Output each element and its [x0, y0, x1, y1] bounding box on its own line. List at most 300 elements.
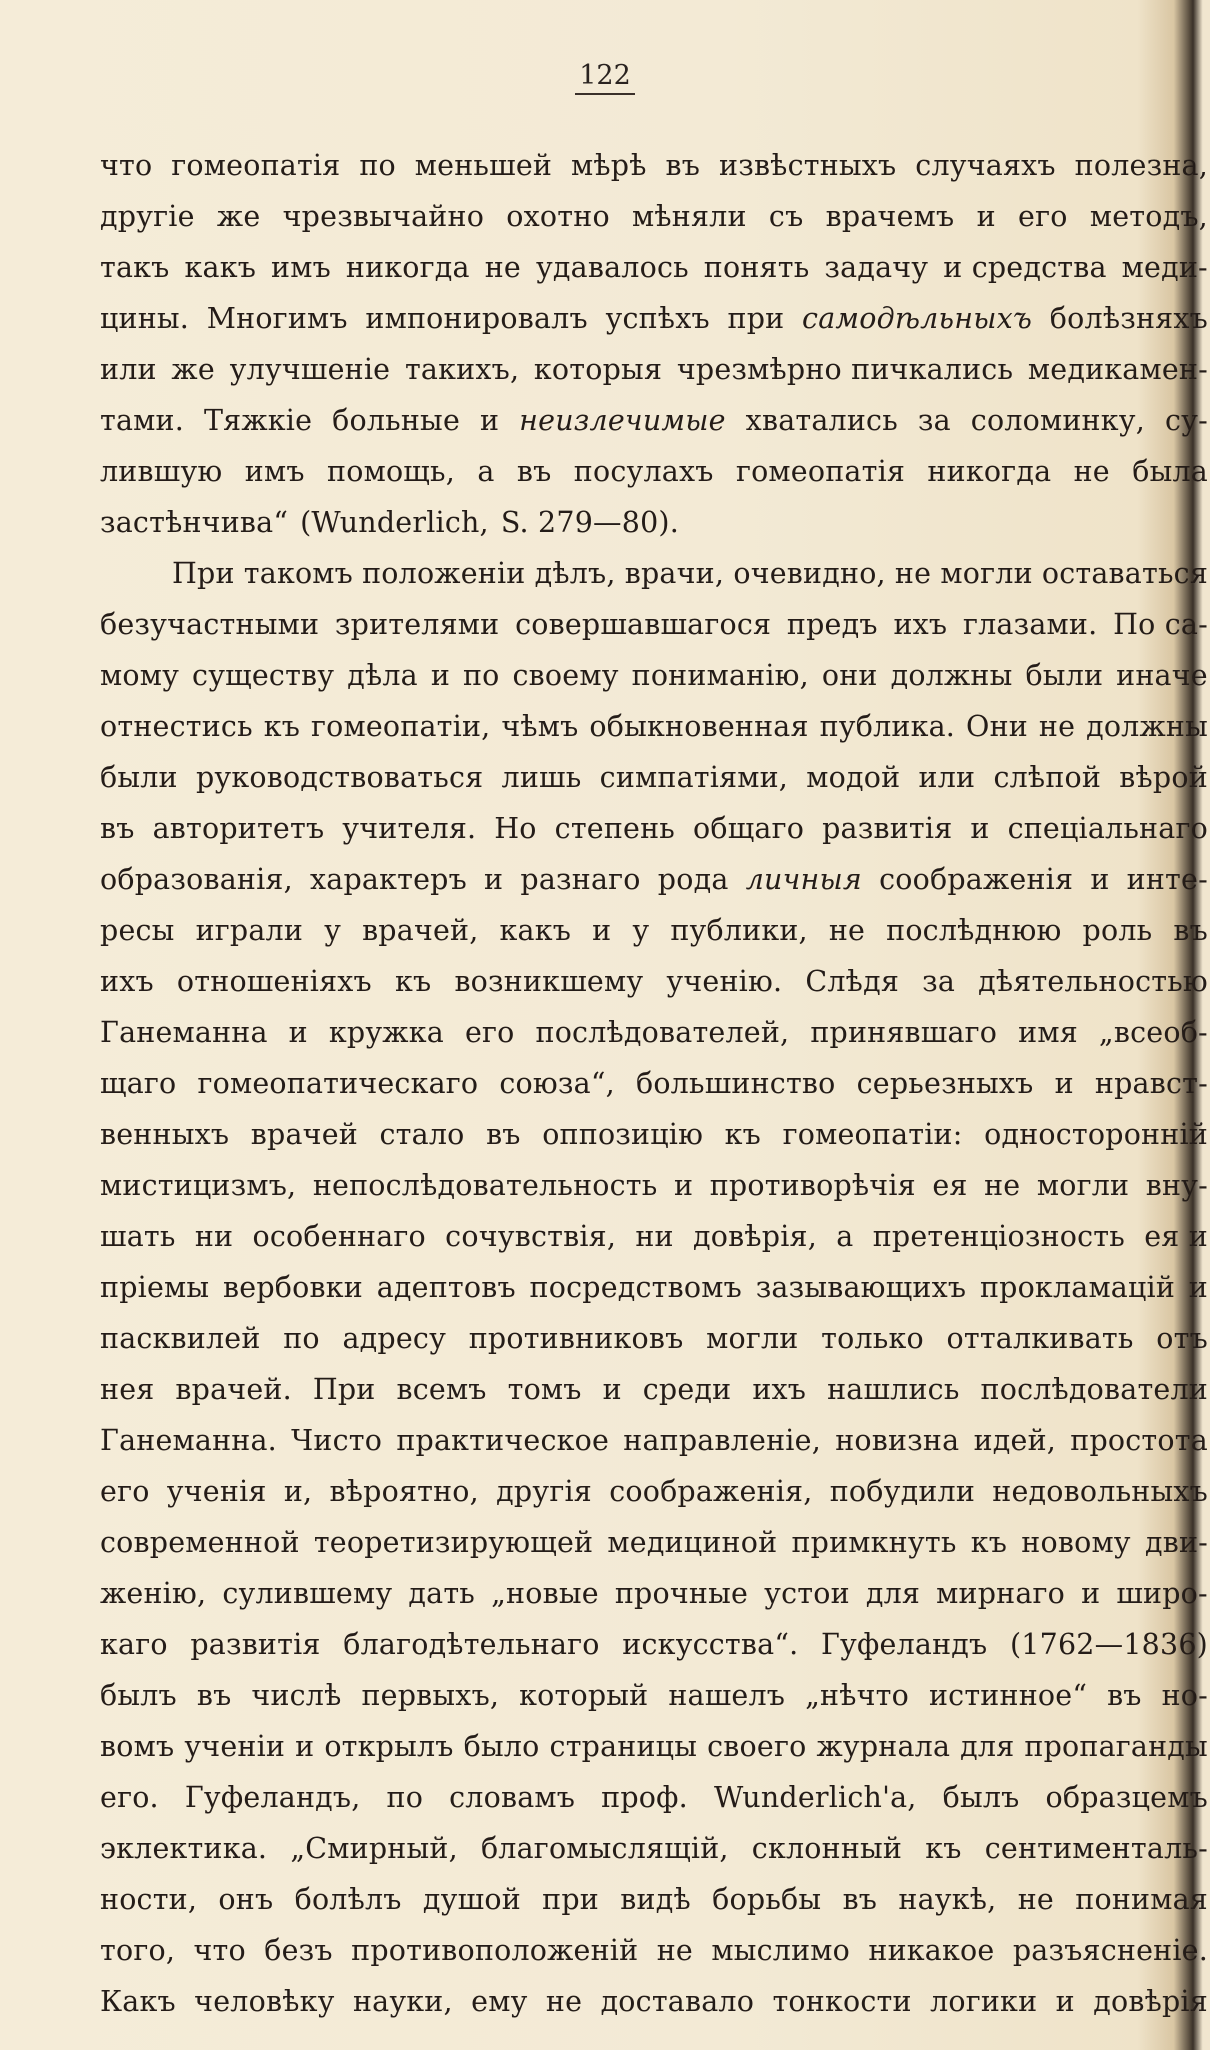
- word: прокламацій: [979, 1271, 1176, 1304]
- word: въ: [1107, 1679, 1142, 1712]
- word: Ганеманна.: [100, 1424, 277, 1457]
- word: своего: [707, 1730, 807, 1763]
- word: первыхъ,: [361, 1679, 500, 1712]
- word: всемъ: [396, 1373, 487, 1406]
- word: врачей: [250, 1118, 358, 1151]
- word: авторитетъ: [152, 812, 325, 845]
- word: прочные: [614, 1577, 749, 1610]
- word: вну-: [1145, 1169, 1208, 1202]
- word: недовольныхъ: [992, 1475, 1208, 1508]
- word: истинное“: [928, 1679, 1088, 1712]
- text-line: [100, 293, 1208, 344]
- word: оппозицію: [542, 1118, 704, 1151]
- word: нея: [100, 1373, 155, 1406]
- word: и: [602, 1373, 622, 1406]
- word: ихъ: [752, 1373, 807, 1406]
- word: Ганеманна: [100, 1016, 268, 1049]
- word: того,: [100, 1934, 176, 1967]
- text-line: [100, 344, 1208, 395]
- word: и: [479, 404, 500, 437]
- text-line: [100, 1262, 1208, 1313]
- word: широ-: [1116, 1577, 1208, 1610]
- word: отношеніяхъ: [176, 965, 372, 998]
- word: такомъ: [243, 557, 354, 590]
- word: было: [463, 1730, 540, 1763]
- word: открылъ: [324, 1730, 454, 1763]
- word: новому: [1021, 1526, 1131, 1559]
- text-line: [100, 140, 1208, 191]
- word: и: [970, 812, 990, 845]
- word: гомеопатіи:: [782, 1118, 963, 1151]
- word: удавалось: [535, 251, 689, 284]
- word: и: [1055, 1985, 1075, 2018]
- word: непослѣдовательность: [312, 1169, 658, 1202]
- word: ученія: [166, 1475, 267, 1508]
- word: дѣла: [347, 659, 418, 692]
- word: развитія: [190, 1628, 321, 1661]
- word: вѣроятно,: [329, 1475, 479, 1508]
- word: дѣятельностью: [978, 965, 1208, 998]
- word: словамъ: [449, 1781, 576, 1814]
- word: въ: [1173, 914, 1208, 947]
- text-line: [100, 446, 1208, 497]
- word: публика.: [819, 710, 956, 743]
- word: былъ: [100, 1679, 177, 1712]
- word: не: [1017, 1883, 1054, 1916]
- word: обыкновенная: [589, 710, 809, 743]
- word: побудили: [829, 1475, 976, 1508]
- text-line: [100, 1466, 1208, 1517]
- word: особеннаго: [252, 1220, 426, 1253]
- text-line: [100, 1568, 1208, 1619]
- word: и,: [283, 1475, 313, 1508]
- text-line: [100, 1109, 1208, 1160]
- word: не: [1038, 710, 1076, 743]
- word: медикамен-: [1027, 353, 1208, 386]
- word: простота: [1070, 1424, 1208, 1457]
- word: глазами.: [962, 608, 1098, 641]
- word: Они: [966, 710, 1028, 743]
- word: сочувствія,: [445, 1220, 617, 1253]
- word: и: [1090, 863, 1110, 896]
- word: но-: [1161, 1679, 1208, 1712]
- word: разъясненіе.: [1012, 1934, 1208, 1967]
- word: какъ: [499, 914, 572, 947]
- word: су-: [1164, 404, 1208, 437]
- word: играли: [195, 914, 304, 947]
- word: и: [976, 200, 996, 233]
- word: довѣрія,: [693, 1220, 817, 1253]
- word: „Смирный,: [290, 1832, 458, 1865]
- word: учителя.: [342, 812, 477, 845]
- word: противоположеній: [351, 1934, 639, 1967]
- word: медициной: [607, 1526, 778, 1559]
- word: зрителями: [334, 608, 500, 641]
- word: слѣпой: [993, 761, 1102, 794]
- word: пріемы: [100, 1271, 210, 1304]
- italic-word: самодѣльныхъ: [802, 302, 1033, 335]
- word: такихъ,: [404, 353, 520, 386]
- word: характеръ: [309, 863, 467, 896]
- word: и: [674, 1169, 694, 1202]
- italic-word: неизлечимые: [519, 404, 726, 437]
- text-line: [100, 1721, 1208, 1772]
- word: тами.: [100, 404, 184, 437]
- word: никакое: [868, 1934, 995, 1967]
- word: по: [462, 659, 500, 692]
- word: меди-: [1121, 251, 1208, 284]
- word: кружка: [328, 1016, 444, 1049]
- word: совершавшагося: [515, 608, 772, 641]
- word: безучастными: [100, 608, 320, 641]
- word: соображенія,: [609, 1475, 813, 1508]
- word: и: [430, 659, 451, 692]
- word: въ: [842, 1883, 878, 1916]
- word: принявшаго: [810, 1016, 998, 1049]
- word: имъ: [244, 455, 305, 488]
- text-line: [100, 1670, 1208, 1721]
- word: за: [922, 965, 956, 998]
- word: имъ: [271, 251, 331, 284]
- word: возникшему: [454, 965, 644, 998]
- text-line: [100, 854, 1208, 905]
- text-line: [100, 1058, 1208, 1109]
- word: онъ: [218, 1883, 274, 1916]
- word: а: [836, 1220, 854, 1253]
- word: который: [519, 1679, 649, 1712]
- word: Гуфеландъ: [820, 1628, 988, 1661]
- word: склонный: [751, 1832, 903, 1865]
- word: не: [656, 1934, 693, 1967]
- word: въ: [100, 812, 135, 845]
- word: врачей,: [362, 914, 479, 947]
- word: что: [193, 1934, 246, 1967]
- word: гомеопатія: [171, 149, 341, 182]
- word: мѣрѣ: [571, 149, 647, 182]
- word: и: [295, 1730, 315, 1763]
- word: нашлись: [827, 1373, 960, 1406]
- word: сулившему: [222, 1577, 393, 1610]
- word: образованія,: [100, 863, 293, 896]
- word: зазывающихъ: [755, 1271, 967, 1304]
- word: доставало: [600, 1985, 755, 2018]
- word: не: [828, 914, 866, 947]
- word: ея и: [1144, 1220, 1208, 1253]
- word: числѣ: [251, 1679, 342, 1712]
- word: ности,: [100, 1883, 198, 1916]
- word: больные: [332, 404, 461, 437]
- word: другіе: [100, 200, 195, 233]
- word: вомъ: [100, 1730, 175, 1763]
- word: гомеопатіи,: [311, 710, 491, 743]
- word: идей,: [973, 1424, 1057, 1457]
- word: мирнаго: [936, 1577, 1066, 1610]
- word: дать: [408, 1577, 476, 1610]
- word: улучшеніе: [229, 353, 391, 386]
- word: чрезмѣрно пичкались: [676, 353, 1014, 386]
- word: по: [359, 149, 396, 182]
- word: примкнуть: [791, 1526, 957, 1559]
- word: въ: [486, 1118, 521, 1151]
- word: мыслимо: [711, 1934, 850, 1967]
- word: такъ: [100, 251, 170, 284]
- word: проф.: [601, 1781, 688, 1814]
- word: практическое: [396, 1424, 610, 1457]
- word: При: [172, 557, 235, 590]
- word: для: [960, 1730, 1015, 1763]
- word: никогда: [345, 251, 470, 284]
- text-line: [100, 497, 1208, 548]
- word: разнаго: [520, 863, 641, 896]
- word: задачу: [824, 251, 929, 284]
- word: Гуфеландъ,: [184, 1781, 361, 1814]
- word: логики: [930, 1985, 1038, 2018]
- word: нравст-: [1094, 1067, 1208, 1100]
- word: были: [100, 761, 178, 794]
- word: не: [545, 1985, 583, 2018]
- body-text: [100, 140, 1208, 2027]
- word: и: [592, 914, 612, 947]
- word: серьезныхъ: [856, 1067, 1034, 1100]
- word: вербовки: [223, 1271, 363, 1304]
- word: его.: [100, 1781, 159, 1814]
- word: устои: [764, 1577, 850, 1610]
- word: и средства: [943, 251, 1107, 284]
- word: дви-: [1144, 1526, 1208, 1559]
- word: по: [386, 1781, 424, 1814]
- word: односторонній: [984, 1118, 1208, 1151]
- italic-word: личныя: [745, 863, 862, 896]
- word: отъ: [1156, 1322, 1208, 1355]
- word: должны: [890, 659, 1013, 692]
- word: за: [917, 404, 951, 437]
- text-line: [100, 1619, 1208, 1670]
- word: врачей.: [175, 1373, 292, 1406]
- text-line: [100, 905, 1208, 956]
- word: могли: [1036, 1169, 1130, 1202]
- text-line: [100, 650, 1208, 701]
- word: случаяхъ: [915, 149, 1056, 182]
- word: венныхъ: [100, 1118, 230, 1151]
- text-line: [100, 1823, 1208, 1874]
- word: нашелъ: [668, 1679, 786, 1712]
- word: въ: [196, 1679, 232, 1712]
- word: наукѣ,: [898, 1883, 997, 1916]
- word: у: [324, 914, 342, 947]
- word: извѣстныхъ: [719, 149, 897, 182]
- word: только: [821, 1322, 924, 1355]
- word: застѣнчива“: [100, 506, 289, 539]
- word: противорѣчія: [709, 1169, 916, 1202]
- word: женію,: [100, 1577, 207, 1610]
- word: Чисто: [291, 1424, 383, 1457]
- word: врачемъ: [825, 200, 955, 233]
- text-line: [100, 956, 1208, 1007]
- word: послѣднюю: [886, 914, 1062, 947]
- word: соломинку,: [970, 404, 1145, 437]
- word: благомыслящій,: [480, 1832, 729, 1865]
- word: искусства“.: [622, 1628, 799, 1661]
- word: мому: [100, 659, 180, 692]
- word: соображенія: [879, 863, 1074, 896]
- word: щаго: [100, 1067, 177, 1100]
- word: импонировалъ: [365, 302, 588, 335]
- text-line: [100, 1976, 1208, 2027]
- word: въ: [516, 455, 552, 488]
- text-line: [100, 701, 1208, 752]
- word: должны: [1086, 710, 1208, 743]
- word: ресы: [100, 914, 175, 947]
- word: ихъ: [100, 965, 154, 998]
- word: пасквилей: [100, 1322, 261, 1355]
- word: каго: [100, 1628, 168, 1661]
- word: существу: [192, 659, 335, 692]
- word: его: [464, 1016, 515, 1049]
- word: къ: [925, 1832, 962, 1865]
- word: Тяжкіе: [203, 404, 313, 437]
- word: оставаться: [1041, 557, 1208, 590]
- word: при: [727, 302, 785, 335]
- word: благодѣтельнаго: [343, 1628, 600, 1661]
- text-line: [100, 548, 1208, 599]
- word: науки,: [352, 1985, 453, 2018]
- word: „всеоб-: [1098, 1016, 1208, 1049]
- word: понять: [703, 251, 810, 284]
- word: и: [484, 863, 504, 896]
- text-line: [100, 1313, 1208, 1364]
- word: (1762—1836): [1009, 1628, 1208, 1661]
- word: спеціальнаго: [1007, 812, 1208, 845]
- word: гомеопатическаго: [197, 1067, 479, 1100]
- word: ихъ: [893, 608, 948, 641]
- word: что: [100, 149, 153, 182]
- word: адептовъ: [376, 1271, 516, 1304]
- word: сентименталь-: [984, 1832, 1208, 1865]
- word: общаго: [693, 812, 805, 845]
- text-line: [100, 752, 1208, 803]
- word: большинство: [635, 1067, 836, 1100]
- word: видѣ: [620, 1883, 691, 1916]
- word: врачи, очевидно,: [624, 557, 886, 590]
- word: При: [312, 1373, 376, 1406]
- word: ея: [932, 1169, 968, 1202]
- word: ни: [635, 1220, 674, 1253]
- word: въ: [665, 149, 701, 182]
- word: „нѣчто: [805, 1679, 910, 1712]
- word: симпатіями,: [599, 761, 789, 794]
- word: или: [918, 761, 976, 794]
- word: Многимъ: [206, 302, 348, 335]
- word: никогда: [927, 455, 1052, 488]
- word: имя: [1018, 1016, 1078, 1049]
- word: послѣдователей,: [535, 1016, 790, 1049]
- word: пониманію,: [631, 659, 809, 692]
- word: не могли: [894, 557, 1033, 590]
- word: претенціозность: [872, 1220, 1125, 1253]
- word: человѣку: [194, 1985, 335, 2018]
- word: противниковъ: [468, 1322, 684, 1355]
- word: руководствоваться: [195, 761, 484, 794]
- word: были: [1025, 659, 1104, 692]
- word: адресу: [342, 1322, 447, 1355]
- word: эклектика.: [100, 1832, 268, 1865]
- word: къ: [263, 710, 301, 743]
- word: страницы: [549, 1730, 698, 1763]
- word: тонкости: [772, 1985, 912, 2018]
- word: лишь: [501, 761, 582, 794]
- word: лившую: [100, 455, 223, 488]
- text-line: [100, 1211, 1208, 1262]
- word: по: [283, 1322, 320, 1355]
- word: какъ: [184, 251, 257, 284]
- word: они: [821, 659, 878, 692]
- word: пропаганды: [1024, 1730, 1208, 1763]
- word: безъ: [264, 1934, 333, 1967]
- word: къ: [394, 965, 432, 998]
- word: же: [171, 353, 215, 386]
- word: хватались: [745, 404, 898, 437]
- word: охотно: [506, 200, 610, 233]
- word: его: [1018, 200, 1068, 233]
- text-line: [100, 1007, 1208, 1058]
- word: ученію.: [666, 965, 783, 998]
- word: гомеопатія: [735, 455, 906, 488]
- word: къ: [970, 1526, 1008, 1559]
- text-line: [100, 395, 1208, 446]
- word: у: [632, 914, 650, 947]
- text-line: [100, 599, 1208, 650]
- text-line: [100, 1517, 1208, 1568]
- word: Слѣдя: [805, 965, 899, 998]
- word: томъ: [507, 1373, 582, 1406]
- text-line: [100, 1874, 1208, 1925]
- word: новизна: [835, 1424, 960, 1457]
- word: или: [100, 353, 157, 386]
- word: ученіи: [184, 1730, 286, 1763]
- word: мѣняли: [632, 200, 747, 233]
- word: и: [1188, 1271, 1208, 1304]
- word: и: [288, 1016, 308, 1049]
- word: предъ: [786, 608, 878, 641]
- word: не: [484, 251, 521, 284]
- word: степень: [554, 812, 676, 845]
- text-line: [100, 1772, 1208, 1823]
- text-line: [100, 242, 1208, 293]
- word: иначе: [1116, 659, 1208, 692]
- word: роль: [1082, 914, 1153, 947]
- word: союза“,: [499, 1067, 615, 1100]
- word: Но: [494, 812, 537, 845]
- word: методъ,: [1089, 200, 1208, 233]
- word: посредствомъ: [529, 1271, 742, 1304]
- word: цины.: [100, 302, 190, 335]
- text-line: [100, 1364, 1208, 1415]
- word: стало: [379, 1118, 465, 1151]
- word: посулахъ: [573, 455, 714, 488]
- word: развитія: [822, 812, 953, 845]
- page-number-text: 122: [575, 60, 635, 95]
- word: а: [477, 455, 495, 488]
- word: душой: [422, 1883, 521, 1916]
- word: направленіе,: [623, 1424, 821, 1457]
- word: не: [1073, 455, 1110, 488]
- word: Wunderlich'а,: [713, 1781, 917, 1814]
- word: публики,: [670, 914, 808, 947]
- word: отталкивать: [946, 1322, 1134, 1355]
- word: (Wunderlich,: [300, 506, 489, 539]
- text-line: [100, 191, 1208, 242]
- word: болѣзняхъ: [1049, 302, 1208, 335]
